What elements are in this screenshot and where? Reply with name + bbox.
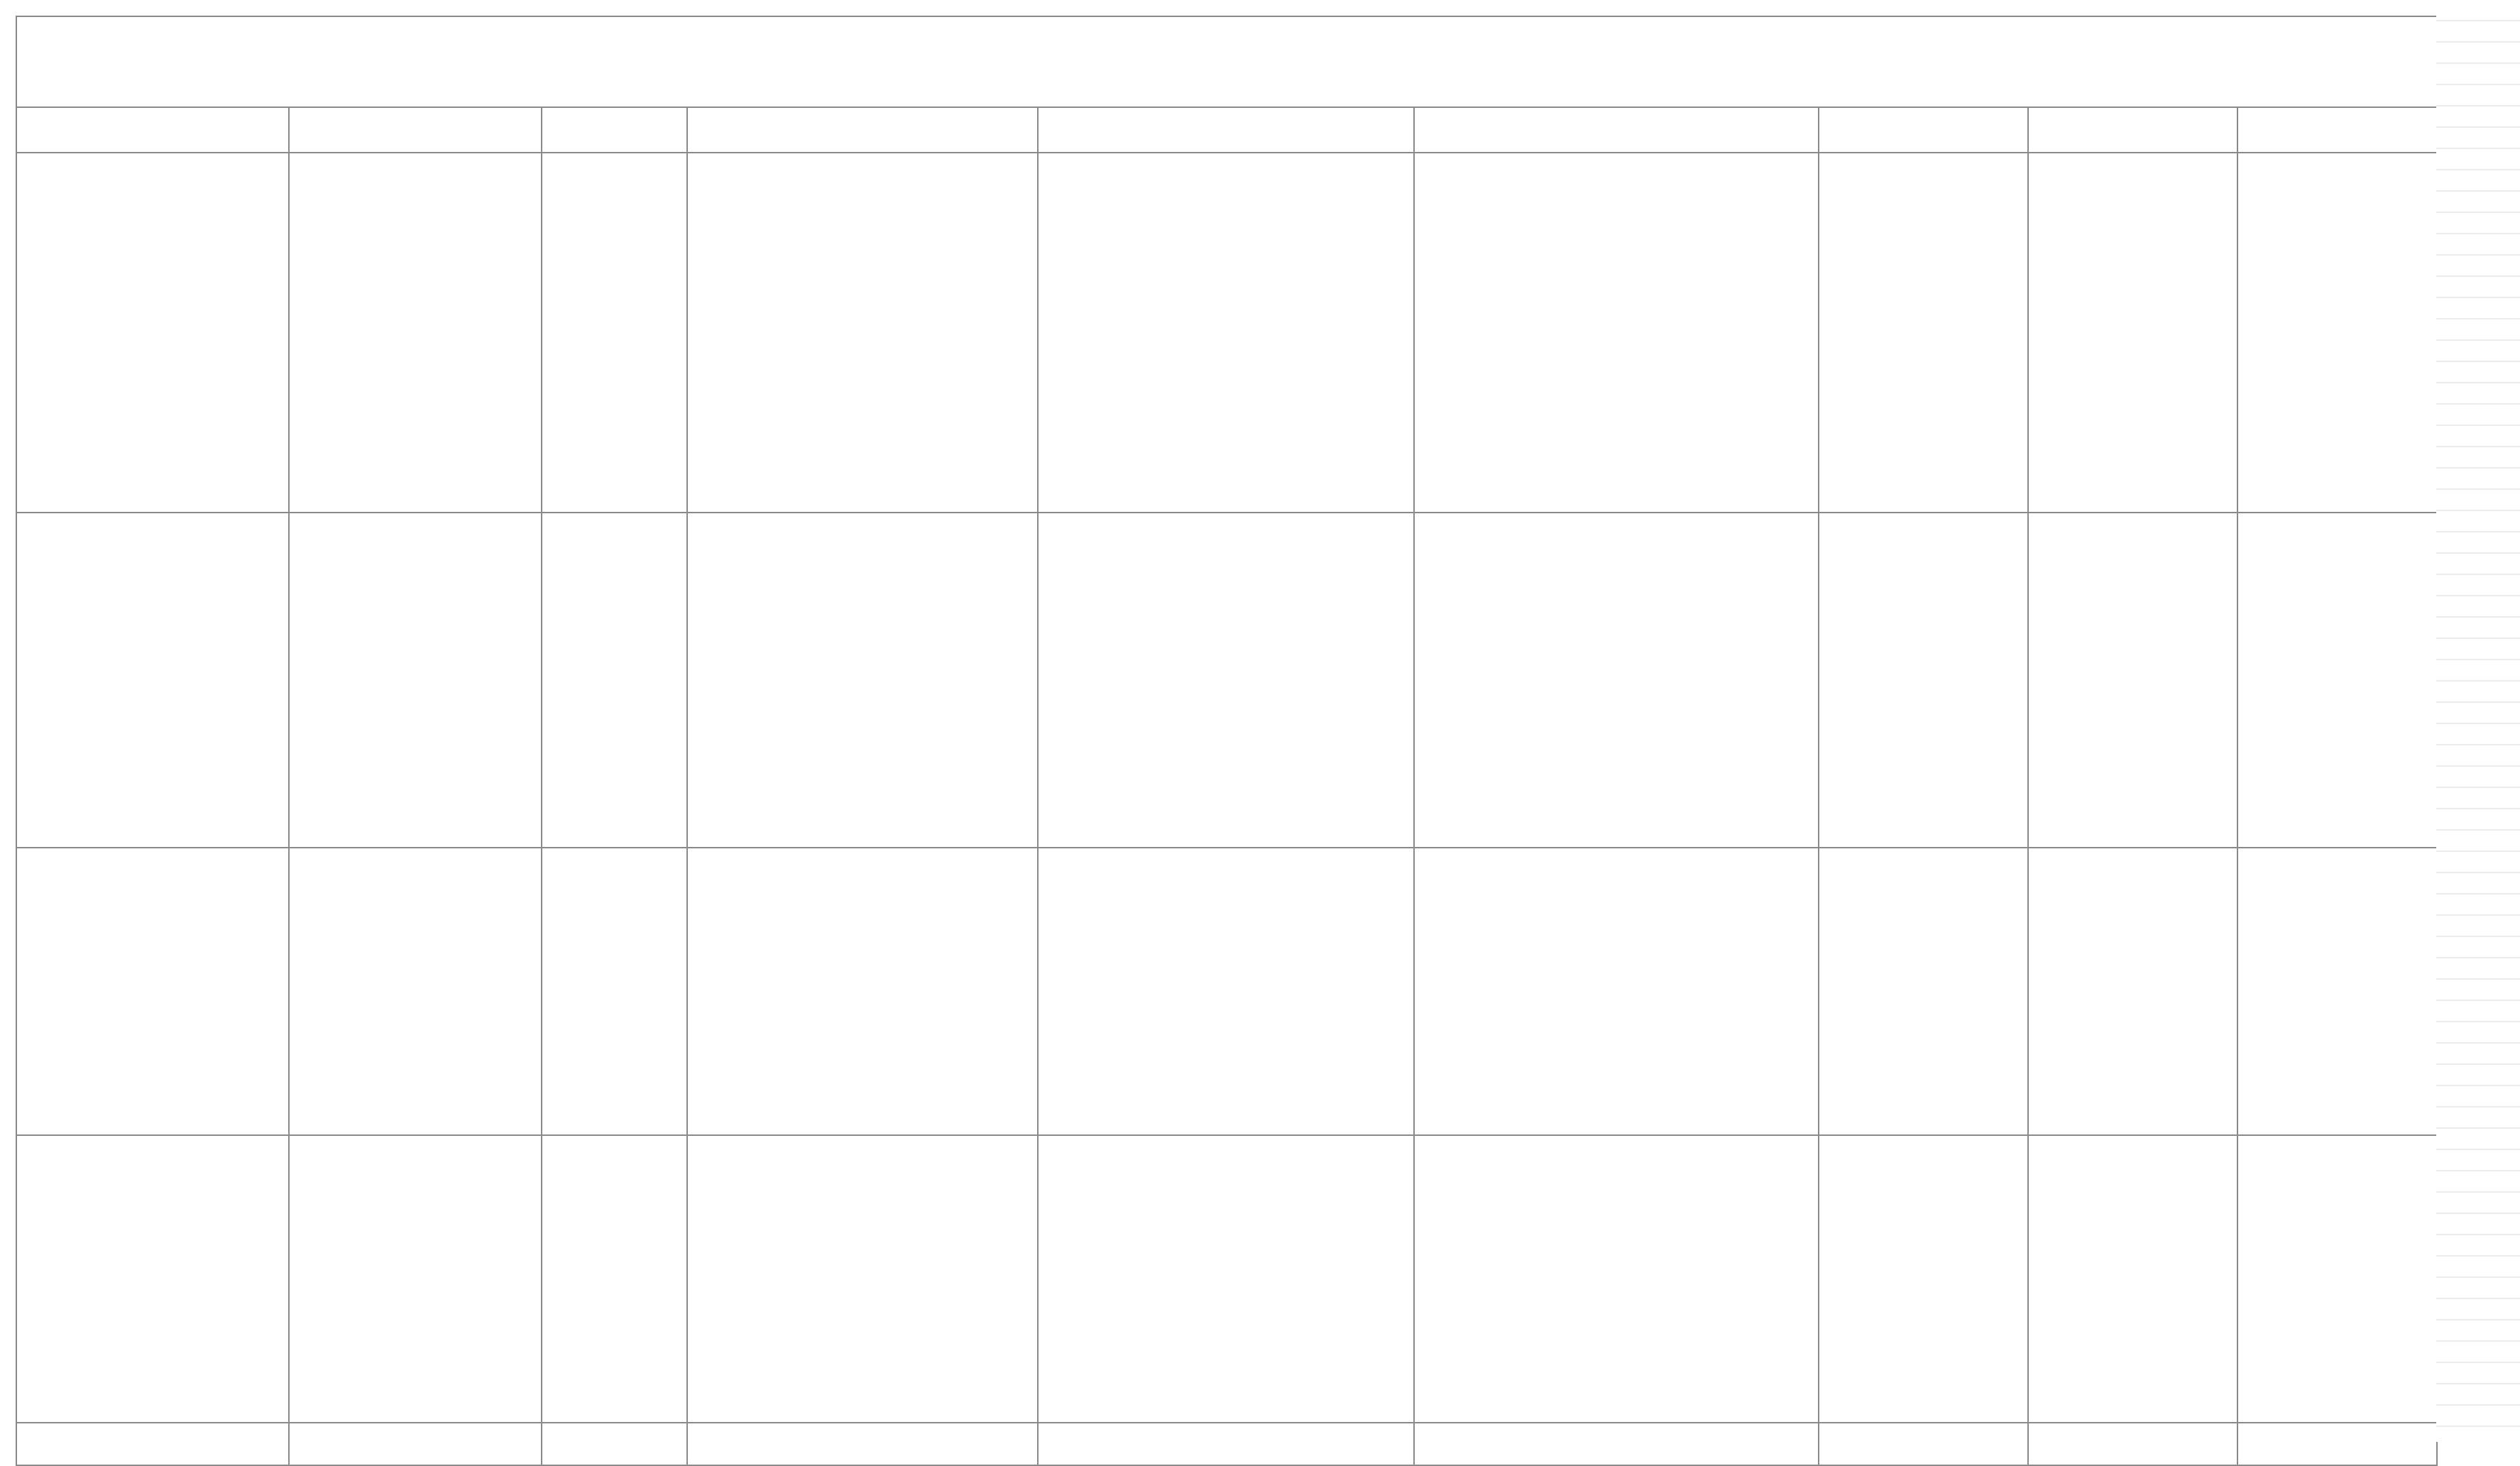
books-2022-cell	[1038, 848, 1414, 1135]
header-books-2023	[1414, 107, 1819, 153]
score-2021-cell	[1819, 153, 2028, 513]
header-enroll	[289, 107, 542, 153]
table-row	[16, 1135, 2437, 1423]
header-books-2022	[1038, 107, 1414, 153]
score-2021-cell	[1819, 848, 2028, 1135]
books-2023-cell	[1414, 848, 1819, 1135]
culture-cell	[542, 513, 687, 848]
score-2022-cell	[2028, 848, 2237, 1135]
header-row	[16, 107, 2437, 153]
score-2023-cell	[2237, 513, 2437, 848]
school-cell	[16, 153, 289, 513]
score-table	[16, 16, 2438, 1466]
books-2021-cell	[687, 153, 1038, 513]
table-row	[16, 513, 2437, 848]
table-row	[16, 848, 2437, 1135]
books-2023-cell	[1414, 1135, 1819, 1423]
school-cell	[16, 513, 289, 848]
books-2023-cell	[1414, 153, 1819, 513]
enroll-cell	[289, 513, 542, 848]
books-2022-cell	[1038, 1135, 1414, 1423]
score-2022-cell	[2028, 153, 2237, 513]
header-books-2021	[687, 107, 1038, 153]
culture-cell	[542, 1135, 687, 1423]
header-school	[16, 107, 289, 153]
score-2021-cell	[1819, 1135, 2028, 1423]
books-2021-cell	[687, 513, 1038, 848]
score-2022-cell	[2028, 1135, 2237, 1423]
score-2021-cell	[1819, 513, 2028, 848]
sheet-gridline-margin	[2436, 0, 2520, 1442]
enroll-cell	[289, 1135, 542, 1423]
enroll-cell	[289, 848, 542, 1135]
books-2022-cell	[1038, 153, 1414, 513]
header-score-2023	[2237, 107, 2437, 153]
header-score-2022	[2028, 107, 2237, 153]
score-2023-cell	[2237, 153, 2437, 513]
books-2021-cell	[687, 1135, 1038, 1423]
table-row-partial	[16, 1423, 2437, 1465]
culture-cell	[542, 153, 687, 513]
enroll-cell	[289, 153, 542, 513]
culture-cell	[542, 848, 687, 1135]
page-title	[16, 16, 2437, 107]
score-2023-cell	[2237, 1135, 2437, 1423]
score-2022-cell	[2028, 513, 2237, 848]
books-2022-cell	[1038, 513, 1414, 848]
table-row	[16, 153, 2437, 513]
books-2023-cell	[1414, 513, 1819, 848]
school-cell	[16, 1135, 289, 1423]
books-2021-cell	[687, 848, 1038, 1135]
school-cell	[16, 848, 289, 1135]
header-culture	[542, 107, 687, 153]
score-2023-cell	[2237, 848, 2437, 1135]
header-score-2021	[1819, 107, 2028, 153]
